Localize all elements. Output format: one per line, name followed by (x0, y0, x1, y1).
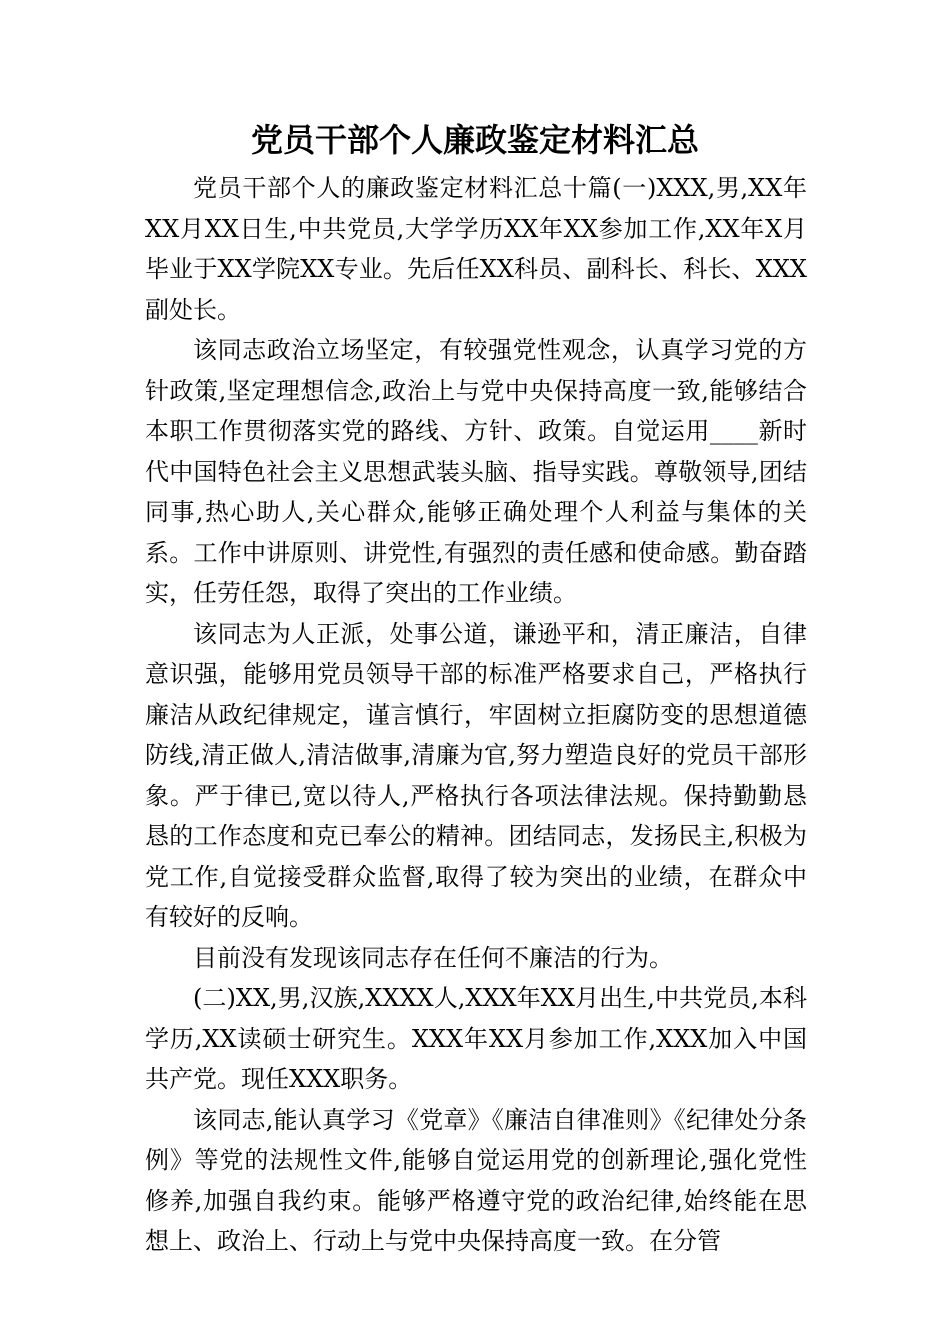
paragraph-5: (二)XX,男,汉族,XXXX人,XXX年XX月出生,中共党员,本科学历,XX读硕士研究生。XXX年XX月参加工作,XXX加入中国共产党。现任XXX职务。 (145, 984, 807, 1093)
paragraph-1: 党员干部个人的廉政鉴定材料汇总十篇(一)XXX,男,XX年XX月XX日生,中共党员,大学学历XX年XX参加工作,XX年X月毕业于XX学院XX专业。先后任XX科员、副科长、科长、XXX副处长。 (145, 174, 807, 324)
document-body (145, 168, 807, 1262)
paragraph-2: 该同志政治立场坚定，有较强党性观念，认真学习党的方针政策,坚定理想信念,政治上与党中央保持高度一致,能够结合本职工作贯彻落实党的路线、方针、政策。自觉运用____新时代中国特色社会主义思想武装头脑、指导实践。尊敬领导,团结同事,热心助人,关心群众,能够正确处理个人利益与集体的关系。工作中讲原则、讲党性,有强烈的责任感和使命感。勤奋踏实，任劳任怨，取得了突出的工作业绩。 (145, 336, 807, 607)
paragraph-4: 目前没有发现该同志存在任何不廉洁的行为。 (193, 943, 673, 972)
document-title: 党员干部个人廉政鉴定材料汇总 (250, 121, 699, 159)
paragraph-6: 该同志,能认真学习《党章》《廉洁自律准则》《纪律处分条例》等党的法规性文件,能够自觉运用党的创新理论,强化党性修养,加强自我约束。能够严格遵守党的政治纪律,始终能在思想上、政治上、行动上与党中央保持高度一致。在分管 (145, 1105, 807, 1255)
paragraph-3: 该同志为人正派，处事公道，谦逊平和，清正廉洁，自律意识强，能够用党员领导干部的标准严格要求自己，严格执行廉洁从政纪律规定，谨言慎行，牢固树立拒腐防变的思想道德防线,清正做人,清洁做事,清廉为官,努力塑造良好的党员干部形象。严于律已,宽以待人,严格执行各项法律法规。保持勤勤恳恳的工作态度和克已奉公的精神。团结同志，发扬民主,积极为党工作,自觉接受群众监督,取得了较为突出的业绩，在群众中有较好的反响。 (145, 619, 807, 931)
